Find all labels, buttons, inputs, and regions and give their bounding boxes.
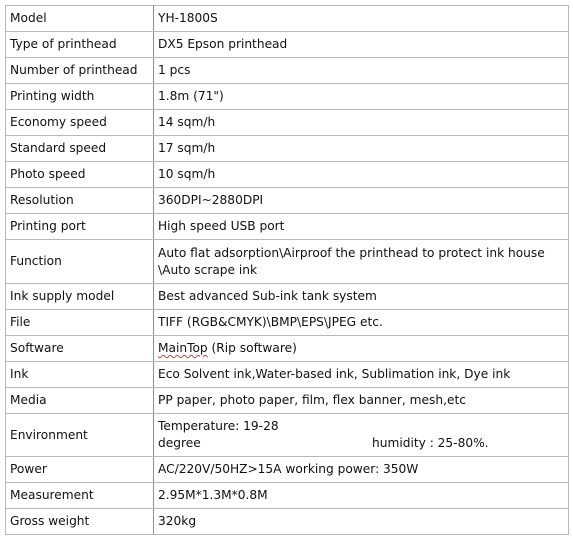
row-value: PP paper, photo paper, film, flex banner, mesh,etc — [154, 388, 569, 414]
row-label: Environment — [6, 414, 154, 457]
row-label: Economy speed — [6, 110, 154, 136]
row-label: Model — [6, 6, 154, 32]
row-value: 10 sqm/h — [154, 162, 569, 188]
row-value: 1 pcs — [154, 58, 569, 84]
row-value: TIFF (RGB&CMYK)\BMP\EPS\JPEG etc. — [154, 310, 569, 336]
row-label: Resolution — [6, 188, 154, 214]
table-row — [6, 6, 569, 32]
row-label: Standard speed — [6, 136, 154, 162]
row-label: Photo speed — [6, 162, 154, 188]
table-row — [6, 58, 569, 84]
environment-humidity-text: humidity : 25-80%. — [372, 436, 489, 450]
table-row — [6, 240, 569, 284]
table-row — [6, 483, 569, 509]
table-row — [6, 136, 569, 162]
row-value: YH-1800S — [154, 6, 569, 32]
table-row — [6, 84, 569, 110]
row-value: 14 sqm/h — [154, 110, 569, 136]
software-brand-text: MainTop — [158, 341, 208, 355]
row-label: Media — [6, 388, 154, 414]
environment-degree-text: degree — [158, 436, 201, 450]
row-label: File — [6, 310, 154, 336]
row-value: 360DPI~2880DPI — [154, 188, 569, 214]
environment-second-line — [158, 435, 564, 452]
row-value: DX5 Epson printhead — [154, 32, 569, 58]
row-label: Measurement — [6, 483, 154, 509]
table-row — [6, 336, 569, 362]
row-value: 2.95M*1.3M*0.8M — [154, 483, 569, 509]
row-label: Gross weight — [6, 509, 154, 535]
table-row — [6, 32, 569, 58]
row-label: Number of printhead — [6, 58, 154, 84]
row-label: Printing port — [6, 214, 154, 240]
row-value — [154, 336, 569, 362]
table-row — [6, 509, 569, 535]
software-rest-text: (Rip software) — [207, 341, 297, 355]
table-row — [6, 457, 569, 483]
table-row — [6, 388, 569, 414]
row-value: Auto flat adsorption\Airproof the printhead to protect ink house \Auto scrape ink — [154, 240, 569, 284]
table-row — [6, 414, 569, 457]
row-value: High speed USB port — [154, 214, 569, 240]
row-value: Best advanced Sub-ink tank system — [154, 284, 569, 310]
row-label: Power — [6, 457, 154, 483]
row-label: Ink supply model — [6, 284, 154, 310]
row-label: Software — [6, 336, 154, 362]
row-label: Function — [6, 240, 154, 284]
row-label: Printing width — [6, 84, 154, 110]
environment-temperature-text: Temperature: 19-28 — [158, 419, 279, 433]
row-value: Eco Solvent ink,Water-based ink, Sublimation ink, Dye ink — [154, 362, 569, 388]
table-row — [6, 110, 569, 136]
table-row — [6, 284, 569, 310]
table-row — [6, 162, 569, 188]
row-label: Ink — [6, 362, 154, 388]
table-row — [6, 310, 569, 336]
row-value: AC/220V/50HZ>15A working power: 350W — [154, 457, 569, 483]
row-value: 1.8m (71") — [154, 84, 569, 110]
row-value: 17 sqm/h — [154, 136, 569, 162]
row-value — [154, 414, 569, 457]
specification-table — [5, 5, 569, 535]
table-row — [6, 188, 569, 214]
row-value: 320kg — [154, 509, 569, 535]
table-row — [6, 362, 569, 388]
table-row — [6, 214, 569, 240]
row-label: Type of printhead — [6, 32, 154, 58]
